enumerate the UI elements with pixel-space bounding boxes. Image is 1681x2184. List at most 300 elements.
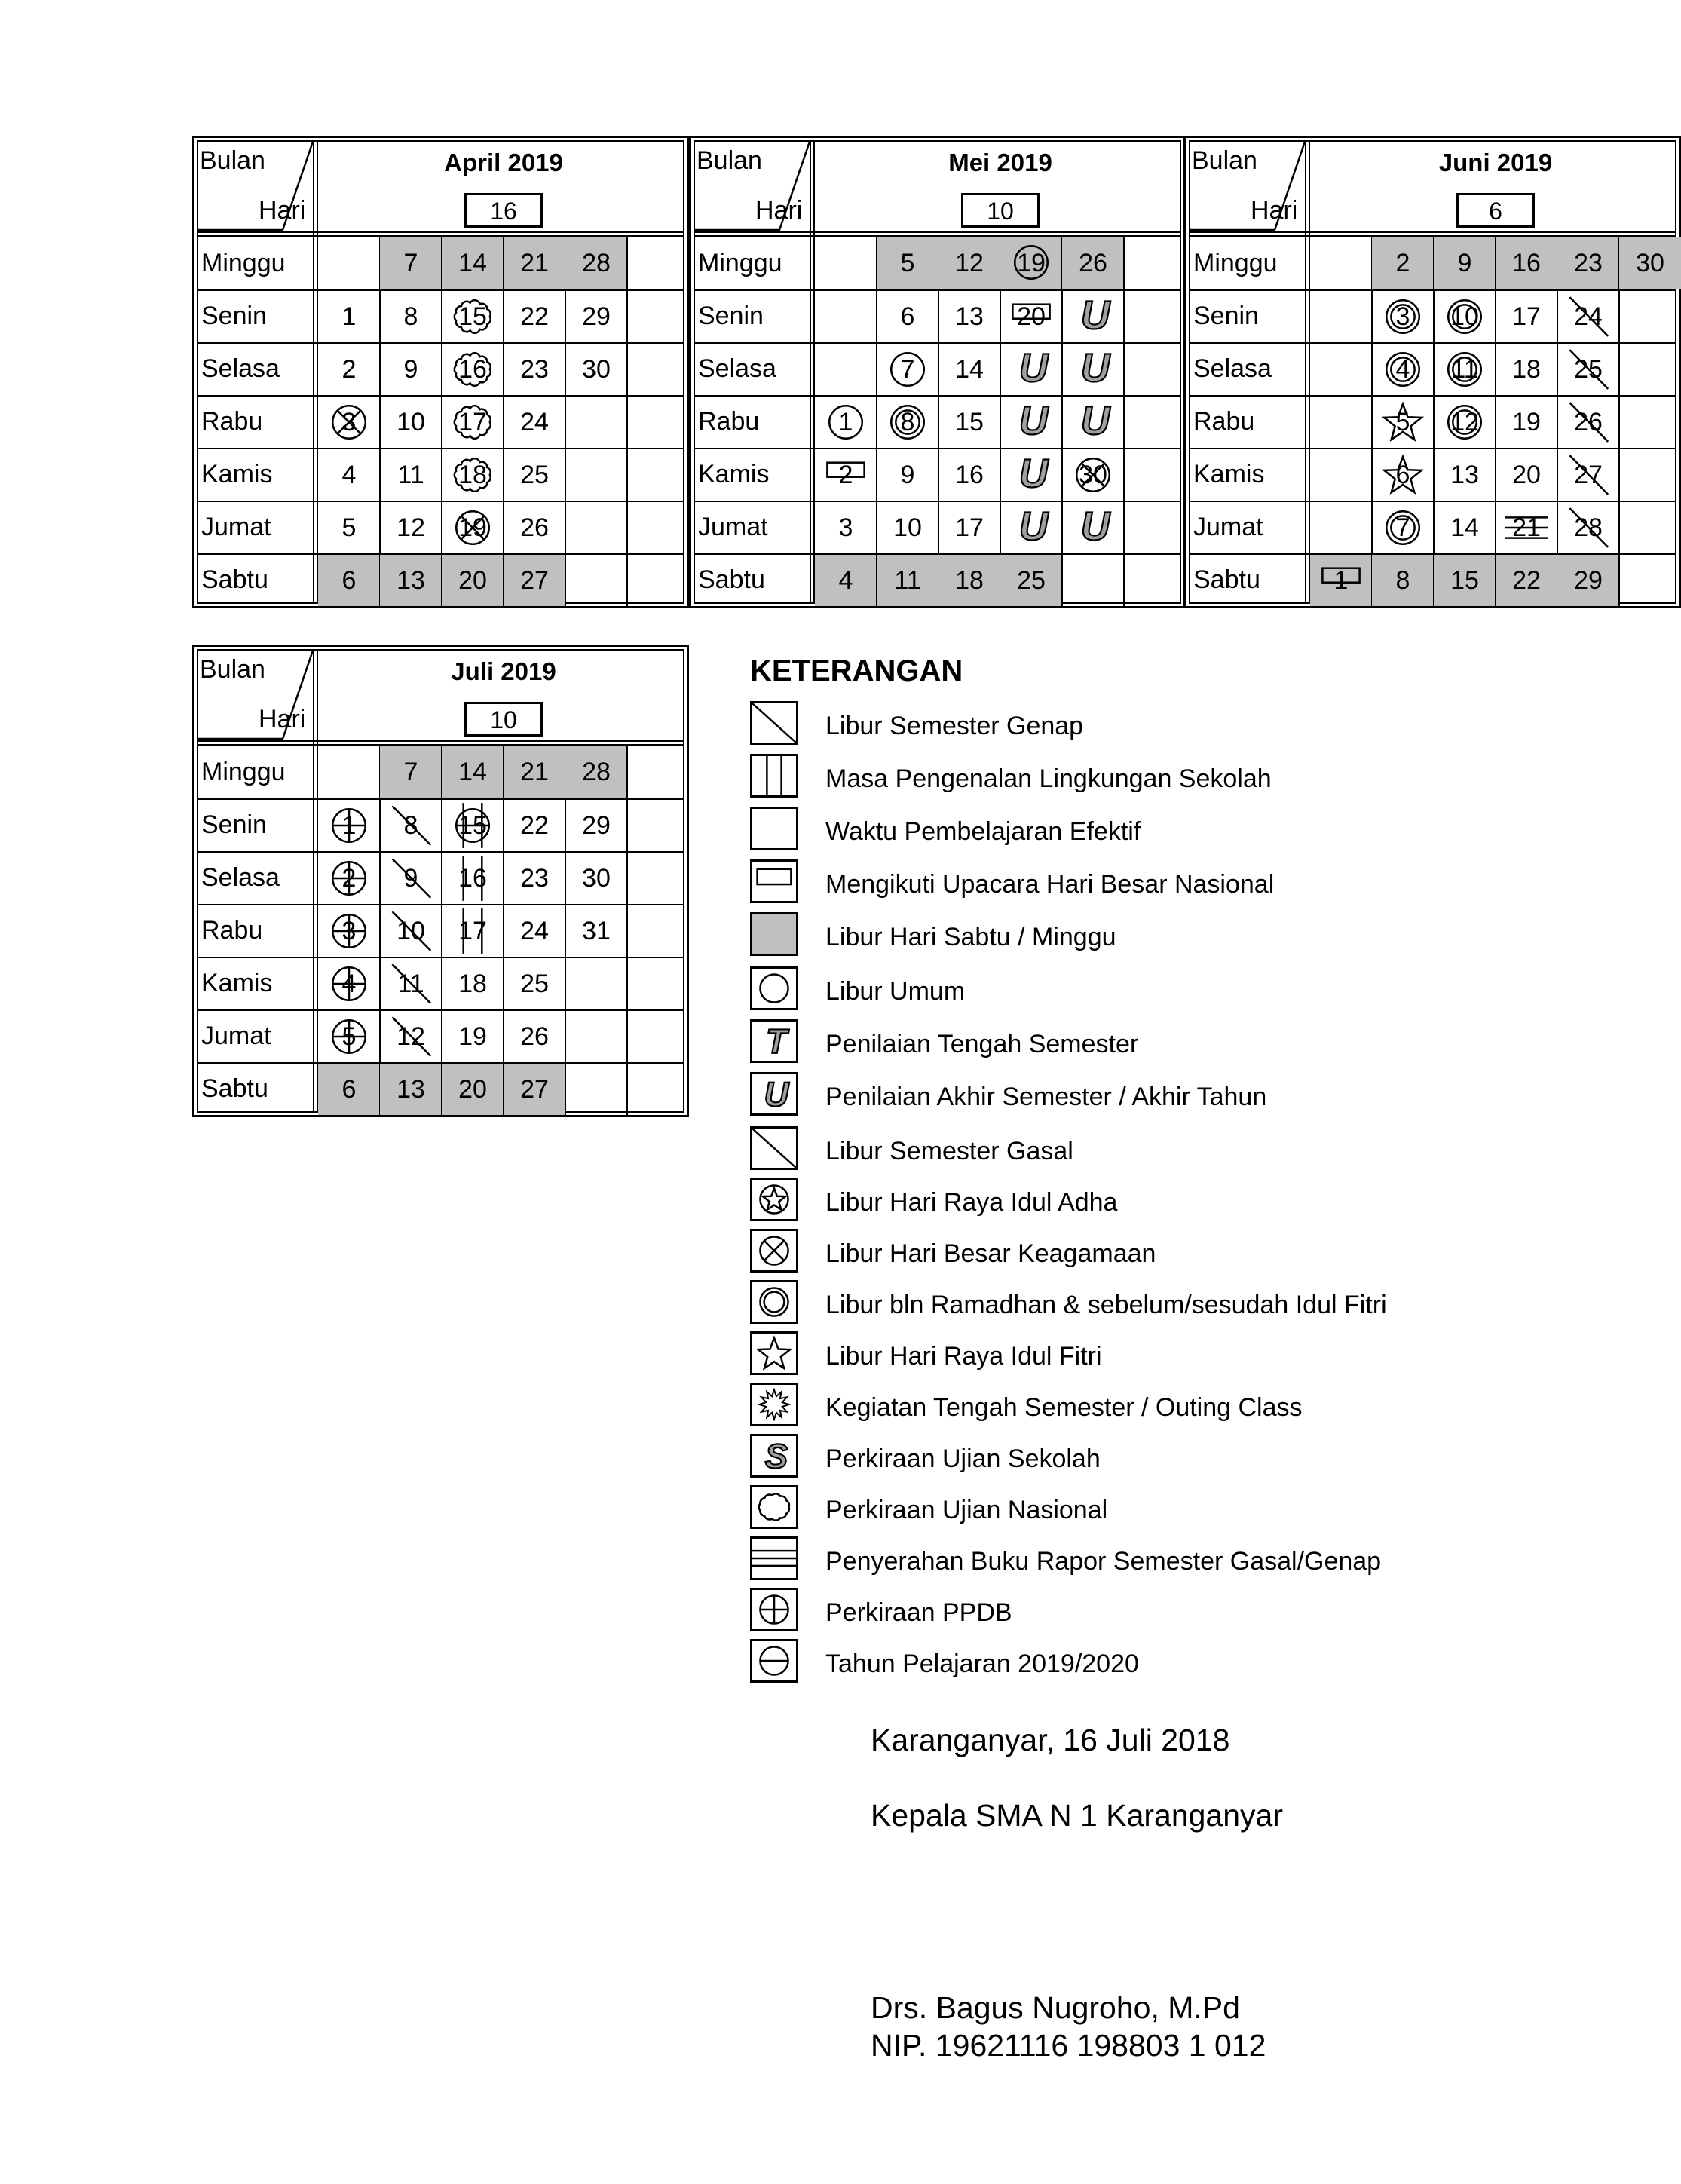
day-number: 11 — [894, 566, 921, 595]
legend-label: Libur Hari Raya Idul Adha — [825, 1188, 1118, 1217]
corner-hari-label: Hari — [1251, 196, 1298, 225]
day-number: 30 — [582, 355, 611, 384]
day-cell — [380, 1011, 442, 1062]
day-number: 1 — [1333, 566, 1349, 595]
legend-label: Tahun Pelajaran 2019/2020 — [825, 1649, 1139, 1678]
legend-label: Libur bln Ramadhan & sebelum/sesudah Idul Fitri — [825, 1291, 1387, 1319]
legend-item — [750, 1639, 1504, 1684]
day-cell — [1310, 449, 1372, 501]
day-cell — [504, 449, 565, 501]
day-label: Jumat — [201, 513, 271, 541]
day-cell — [627, 1011, 689, 1062]
day-cell — [565, 291, 627, 342]
day-label: Senin — [698, 302, 764, 330]
day-number: 8 — [403, 811, 418, 840]
day-label: Selasa — [201, 863, 280, 892]
day-number: 30 — [582, 864, 611, 893]
day-cell — [318, 344, 380, 395]
day-label: Rabu — [1193, 407, 1255, 436]
day-number: 29 — [1574, 566, 1603, 595]
border-line — [1184, 136, 1681, 138]
day-cell — [442, 502, 504, 553]
day-cell — [442, 905, 504, 957]
day-cell — [1557, 555, 1619, 606]
day-number: 9 — [900, 461, 915, 489]
day-number: 15 — [955, 408, 984, 436]
day-number: 29 — [582, 302, 611, 331]
day-cell — [1310, 555, 1372, 606]
day-label: Sabtu — [201, 565, 268, 594]
circle-star-icon — [750, 1178, 798, 1221]
day-cell — [565, 397, 627, 448]
corner-hari-label: Hari — [259, 196, 306, 225]
legend-item — [750, 1229, 1504, 1274]
day-number: 10 — [1450, 302, 1479, 331]
day-number: 6 — [341, 1075, 357, 1104]
day-number: 19 — [458, 1022, 487, 1051]
legend-item — [750, 754, 1504, 799]
day-cell — [1619, 502, 1681, 553]
day-cell — [938, 397, 1000, 448]
day-number: 17 — [1512, 302, 1541, 331]
month-block — [1184, 136, 1681, 608]
day-cell — [815, 344, 877, 395]
column-divider — [313, 140, 314, 604]
day-cell — [504, 397, 565, 448]
day-number: 13 — [397, 1075, 425, 1104]
day-number: 12 — [955, 249, 984, 277]
legend-item — [750, 1178, 1504, 1223]
day-number: 3 — [838, 513, 853, 542]
day-cell — [318, 397, 380, 448]
legend-label: Penilaian Tengah Semester — [825, 1030, 1139, 1058]
day-number: 1 — [341, 302, 357, 331]
day-cell — [1496, 555, 1557, 606]
svg-text:U: U — [1018, 399, 1049, 443]
minus-icon — [750, 1639, 798, 1683]
day-cell — [1496, 502, 1557, 553]
day-cell — [318, 905, 380, 957]
legend-item — [750, 1383, 1504, 1428]
day-cell — [380, 958, 442, 1009]
day-number: 26 — [520, 513, 549, 542]
day-cell-u-mark — [1000, 502, 1062, 553]
day-number: 23 — [1574, 249, 1603, 277]
day-cell — [1619, 449, 1681, 501]
day-number: 25 — [520, 969, 549, 998]
month-title: Juli 2019 — [451, 657, 556, 685]
day-number: 10 — [893, 513, 922, 542]
svg-text:S: S — [764, 1437, 788, 1475]
day-cell — [1434, 344, 1496, 395]
day-number: 9 — [403, 355, 418, 384]
day-number: 2 — [1395, 249, 1410, 277]
day-number: 16 — [458, 355, 487, 384]
day-cell — [1372, 555, 1434, 606]
day-cell — [938, 555, 1000, 606]
day-number: 27 — [520, 1075, 549, 1104]
day-cell — [877, 397, 938, 448]
legend-item — [750, 1485, 1504, 1530]
day-cell — [1372, 237, 1434, 289]
day-cell — [318, 555, 380, 606]
day-number: 11 — [397, 461, 424, 489]
day-number: 7 — [403, 758, 418, 786]
day-cell — [318, 502, 380, 553]
day-label: Jumat — [1193, 513, 1263, 541]
legend-label: Kegiatan Tengah Semester / Outing Class — [825, 1393, 1303, 1422]
day-cell — [627, 291, 689, 342]
day-cell — [1557, 237, 1619, 289]
day-number: 2 — [341, 355, 357, 384]
day-cell — [1619, 237, 1681, 289]
border-line — [689, 136, 1186, 138]
month-block — [192, 136, 689, 608]
day-cell — [627, 1064, 689, 1115]
day-number: 28 — [582, 758, 611, 786]
legend-item — [750, 1331, 1504, 1377]
day-number: 1 — [341, 811, 357, 840]
day-number: 4 — [341, 969, 357, 998]
border-line — [192, 136, 689, 138]
border-line — [1184, 136, 1186, 608]
day-number: 12 — [397, 1022, 425, 1051]
legend-label: Masa Pengenalan Lingkungan Sekolah — [825, 764, 1272, 793]
day-cell — [1372, 291, 1434, 342]
day-cell — [1310, 291, 1372, 342]
day-cell — [565, 1011, 627, 1062]
day-cell — [1434, 291, 1496, 342]
month-title: April 2019 — [444, 149, 563, 176]
day-number: 25 — [1017, 566, 1046, 595]
day-cell — [1619, 397, 1681, 448]
day-cell — [1000, 237, 1062, 289]
corner-bulan-label: Bulan — [200, 146, 265, 175]
day-cell-u-mark — [1062, 344, 1124, 395]
day-cell — [815, 397, 877, 448]
day-cell — [627, 746, 689, 798]
day-cell — [380, 800, 442, 851]
day-cell — [318, 853, 380, 904]
day-label: Minggu — [1193, 249, 1278, 277]
day-label: Senin — [201, 302, 267, 330]
day-cell — [442, 397, 504, 448]
day-number: 21 — [520, 249, 549, 277]
day-cell — [504, 555, 565, 606]
day-cell — [565, 800, 627, 851]
day-cell — [1062, 237, 1124, 289]
day-cell — [504, 905, 565, 957]
day-number: 15 — [1450, 566, 1479, 595]
day-number: 27 — [520, 566, 549, 595]
day-number: 6 — [1395, 461, 1410, 489]
day-cell — [380, 449, 442, 501]
slash-icon — [750, 1126, 798, 1170]
day-number: 21 — [1512, 513, 1541, 542]
day-cell — [318, 746, 380, 798]
day-number: 30 — [1636, 249, 1664, 277]
day-number: 9 — [403, 864, 418, 893]
effective-days-count: 16 — [464, 193, 543, 228]
day-cell — [1434, 555, 1496, 606]
svg-text:U: U — [1080, 346, 1110, 391]
day-cell — [504, 344, 565, 395]
day-cell — [318, 291, 380, 342]
border-line — [689, 136, 691, 608]
day-label: Selasa — [698, 354, 776, 383]
svg-text:U: U — [1080, 504, 1110, 549]
corner-bulan-label: Bulan — [200, 655, 265, 684]
day-number: 7 — [1395, 513, 1410, 542]
legend-item — [750, 1536, 1504, 1582]
day-cell — [380, 905, 442, 957]
day-cell — [318, 1064, 380, 1115]
day-cell — [877, 449, 938, 501]
letter-s-icon — [750, 1434, 798, 1478]
letter-t-icon — [750, 1019, 798, 1063]
day-number: 26 — [1574, 408, 1603, 436]
day-cell — [1557, 291, 1619, 342]
signature-position: Kepala SMA N 1 Karanganyar — [871, 1798, 1283, 1833]
day-number: 28 — [582, 249, 611, 277]
day-number: 23 — [520, 864, 549, 893]
gray-icon — [750, 912, 798, 956]
svg-text:U: U — [764, 1075, 789, 1113]
legend-title: KETERANGAN — [750, 654, 963, 688]
day-cell — [1062, 449, 1124, 501]
day-cell — [1557, 502, 1619, 553]
day-cell — [877, 291, 938, 342]
day-cell — [565, 449, 627, 501]
day-number: 25 — [520, 461, 549, 489]
legend-item — [750, 1126, 1504, 1172]
day-cell — [442, 291, 504, 342]
day-cell — [442, 344, 504, 395]
day-number: 20 — [458, 566, 487, 595]
hlines-icon — [750, 1536, 798, 1580]
day-label: Minggu — [201, 249, 286, 277]
legend-label: Libur Semester Genap — [825, 712, 1084, 740]
day-number: 24 — [520, 408, 549, 436]
day-number: 16 — [955, 461, 984, 489]
day-number: 8 — [403, 302, 418, 331]
day-cell — [1557, 344, 1619, 395]
day-label: Senin — [1193, 302, 1259, 330]
day-cell-u-mark — [1000, 449, 1062, 501]
burst-icon — [750, 1383, 798, 1426]
day-cell — [1310, 237, 1372, 289]
day-cell — [504, 746, 565, 798]
day-number: 23 — [520, 355, 549, 384]
day-number: 5 — [900, 249, 915, 277]
day-label: Rabu — [201, 407, 263, 436]
day-cell — [380, 502, 442, 553]
day-cell — [1496, 449, 1557, 501]
legend-label: Penyerahan Buku Rapor Semester Gasal/Genap — [825, 1547, 1382, 1576]
day-number: 4 — [1395, 355, 1410, 384]
day-cell — [938, 449, 1000, 501]
day-number: 29 — [582, 811, 611, 840]
day-cell — [815, 291, 877, 342]
legend-item — [750, 1019, 1504, 1064]
legend-label: Mengikuti Upacara Hari Besar Nasional — [825, 870, 1275, 899]
day-cell — [1124, 449, 1186, 501]
day-cell — [565, 502, 627, 553]
day-cell — [627, 853, 689, 904]
day-number: 14 — [955, 355, 984, 384]
day-label: Kamis — [698, 460, 770, 489]
day-number: 4 — [341, 461, 357, 489]
day-number: 15 — [458, 302, 487, 331]
day-number: 25 — [1574, 355, 1603, 384]
day-number: 3 — [341, 408, 357, 436]
day-cell — [1000, 555, 1062, 606]
day-number: 12 — [397, 513, 425, 542]
day-cell-u-mark — [1062, 397, 1124, 448]
day-number: 20 — [1017, 302, 1046, 331]
signature-place-date: Karanganyar, 16 Juli 2018 — [871, 1723, 1230, 1757]
month-block — [192, 645, 689, 1117]
day-cell — [504, 1064, 565, 1115]
day-number: 18 — [458, 969, 487, 998]
day-label: Selasa — [201, 354, 280, 383]
day-cell — [877, 555, 938, 606]
day-cell — [1124, 237, 1186, 289]
day-cell — [442, 853, 504, 904]
corner-bulan-label: Bulan — [1192, 146, 1257, 175]
day-number: 16 — [1512, 249, 1541, 277]
day-number: 3 — [1395, 302, 1410, 331]
day-number: 17 — [955, 513, 984, 542]
day-number: 13 — [1450, 461, 1479, 489]
day-cell — [1124, 291, 1186, 342]
header-divider — [1189, 231, 1676, 233]
day-number: 20 — [1512, 461, 1541, 489]
day-number: 14 — [458, 249, 487, 277]
day-cell — [442, 958, 504, 1009]
day-number: 19 — [458, 513, 487, 542]
day-number: 1 — [838, 408, 853, 436]
day-cell — [627, 237, 689, 289]
day-number: 18 — [458, 461, 487, 489]
day-cell — [1434, 502, 1496, 553]
plus-icon — [750, 1588, 798, 1631]
day-cell — [504, 958, 565, 1009]
day-label: Sabtu — [201, 1074, 268, 1103]
day-number: 21 — [520, 758, 549, 786]
day-cell — [1000, 291, 1062, 342]
box-icon — [750, 859, 798, 903]
legend-item — [750, 807, 1504, 852]
month-title: Juni 2019 — [1438, 149, 1553, 176]
cloud-icon — [750, 1485, 798, 1529]
signature-name: Drs. Bagus Nugroho, M.Pd — [871, 1990, 1240, 2025]
header-divider — [197, 231, 684, 233]
day-cell — [380, 237, 442, 289]
day-cell — [627, 905, 689, 957]
day-number: 16 — [458, 864, 487, 893]
day-number: 20 — [458, 1075, 487, 1104]
day-number: 7 — [900, 355, 915, 384]
day-cell — [442, 800, 504, 851]
day-cell — [380, 291, 442, 342]
day-number: 24 — [520, 917, 549, 945]
day-number: 10 — [397, 917, 425, 945]
day-cell — [1434, 237, 1496, 289]
day-cell — [1619, 291, 1681, 342]
day-number: 28 — [1574, 513, 1603, 542]
day-number: 4 — [838, 566, 853, 595]
legend-item — [750, 701, 1504, 746]
day-number: 9 — [1457, 249, 1472, 277]
legend-item — [750, 912, 1504, 957]
day-label: Senin — [201, 810, 267, 839]
day-cell — [565, 237, 627, 289]
day-cell — [1496, 397, 1557, 448]
day-label: Kamis — [1193, 460, 1265, 489]
day-number: 14 — [1450, 513, 1479, 542]
day-number: 5 — [341, 513, 357, 542]
day-cell — [380, 344, 442, 395]
legend-label: Waktu Pembelajaran Efektif — [825, 817, 1141, 846]
day-cell — [504, 237, 565, 289]
day-cell — [1310, 344, 1372, 395]
effective-days-count: 10 — [464, 702, 543, 737]
star-icon — [750, 1331, 798, 1375]
day-number: 2 — [838, 461, 853, 489]
legend-label: Perkiraan Ujian Nasional — [825, 1496, 1108, 1524]
day-cell — [1372, 344, 1434, 395]
day-cell — [380, 746, 442, 798]
day-cell — [938, 502, 1000, 553]
legend-item — [750, 1280, 1504, 1325]
day-cell — [380, 1064, 442, 1115]
day-number: 30 — [1079, 461, 1107, 489]
corner-hari-label: Hari — [259, 705, 306, 734]
day-cell — [1062, 555, 1124, 606]
day-cell — [504, 291, 565, 342]
day-number: 6 — [900, 302, 915, 331]
column-divider — [1305, 140, 1306, 604]
day-label: Kamis — [201, 969, 273, 997]
day-number: 17 — [458, 917, 487, 945]
dcircle-icon — [750, 1280, 798, 1324]
border-line — [192, 136, 194, 608]
day-cell-u-mark — [1062, 502, 1124, 553]
day-cell — [1124, 502, 1186, 553]
day-cell — [627, 397, 689, 448]
day-label: Sabtu — [698, 565, 765, 594]
day-cell — [318, 1011, 380, 1062]
day-cell — [877, 502, 938, 553]
day-cell — [504, 502, 565, 553]
legend-item — [750, 859, 1504, 905]
x-icon — [750, 1229, 798, 1273]
day-cell — [1124, 344, 1186, 395]
day-number: 8 — [1395, 566, 1410, 595]
day-cell — [442, 237, 504, 289]
day-cell — [877, 344, 938, 395]
day-cell — [504, 1011, 565, 1062]
day-cell — [380, 397, 442, 448]
day-cell — [565, 1064, 627, 1115]
column-divider — [313, 649, 314, 1113]
day-cell — [938, 291, 1000, 342]
day-number: 17 — [458, 408, 487, 436]
day-number: 26 — [520, 1022, 549, 1051]
legend-label: Libur Hari Raya Idul Fitri — [825, 1342, 1102, 1371]
day-number: 8 — [900, 408, 915, 436]
